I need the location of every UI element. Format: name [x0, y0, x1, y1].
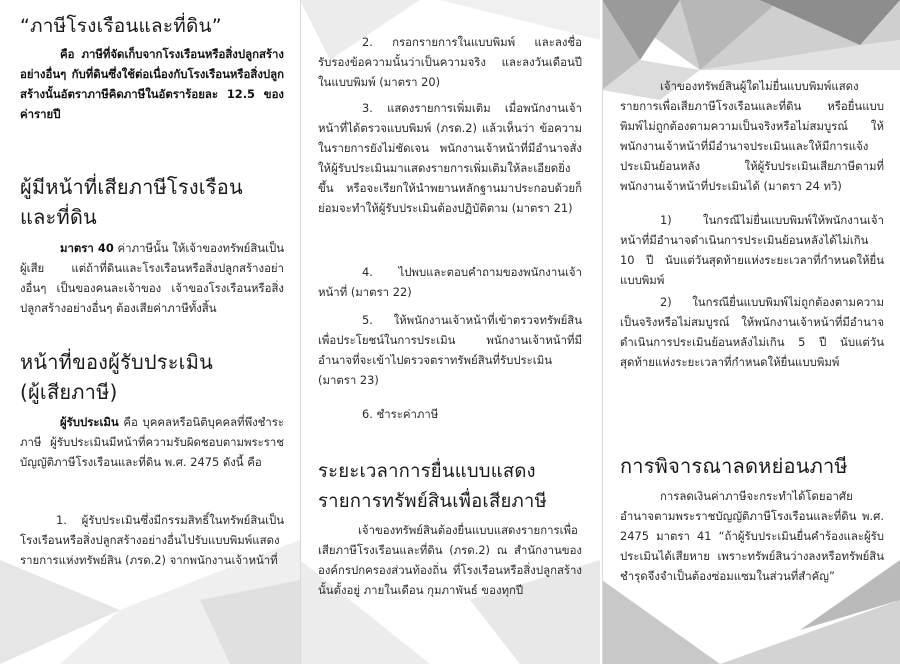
- intro-body: คือ ภาษีที่จัดเก็บจากโรงเรือนหรือสิ่งปลูกสร้างอย่างอื่นๆ กับที่ดินซึ่งใช้ต่อเนื่องกับโรงเรือนหรือสิ่งปลูกสร้างนั้นอัตราภาษีคิดภาษีในอัตราร้อยละ 12.5 ของค่ารายปี: [20, 47, 284, 121]
- late-filing-item-1: 1) ในกรณีไม่ยื่นแบบพิมพ์ให้พนักงานเจ้าหน้าที่มีอำนาจดำเนินการประเมินย้อนหลังได้ไม่เกิน 10 ปี นับแต่วันสุดท้ายแห่งระยะเวลาที่กำหนดให้ยื่นแบบพิมพ์: [620, 213, 884, 287]
- duty-lead: ผู้รับประเมิน: [60, 415, 119, 429]
- duty-title-line2: (ผู้เสียภาษี): [20, 380, 118, 404]
- taxpayer-body: [20, 238, 284, 318]
- taxpayer-text: ค่าภาษีนั้น ให้เจ้าของทรัพย์สินเป็นผู้เสีย แต่ถ้าที่ดินและโรงเรือนหรือสิ่งปลูกสร้างอย่างอื่นๆ เป็นของคนละเจ้าของ เจ้าของโรงเรือนหรือสิ่งปลูกสร้างอย่างอื่นๆ ต้องเสียค่าภาษีทั้งสิ้น: [20, 241, 284, 315]
- period-title-line1: ระยะเวลาการยื่นแบบแสดง: [318, 461, 536, 482]
- fold-line-right: [602, 0, 603, 664]
- duty-item-6: 6. ชำระค่าภาษี: [362, 407, 439, 421]
- duty-item-5: 5. ให้พนักงานเจ้าหน้าที่เข้าตรวจทรัพย์สินเพื่อประโยชน์ในการประเมิน พนักงานเจ้าหน้าที่มีอำนาจที่จะเข้าไปตรวจตราทรัพย์สินที่รับประเมิน (มาตรา 23): [318, 313, 582, 387]
- period-title-line2: รายการทรัพย์สินเพื่อเสียภาษี: [318, 491, 547, 512]
- duty-item-2: 2. กรอกรายการในแบบพิมพ์ และลงชื่อรับรองข้อความนั้นว่าเป็นความจริง และลงวันเดือนปีในแบบพิมพ์ (มาตรา 20): [318, 35, 582, 89]
- taxpayer-title-line2: และที่ดิน: [20, 205, 97, 229]
- duty-body: [20, 412, 284, 472]
- duty-title-line1: หน้าที่ของผู้รับประเมิน: [20, 350, 213, 374]
- reduction-title: การพิจารณาลดหย่อนภาษี: [620, 454, 848, 478]
- reduction-body: การลดเงินค่าภาษีจะกระทำได้โดยอาศัยอำนาจตามพระราชบัญญัติภาษีโรงเรือนและที่ดิน พ.ศ. 2475 มาตรา 41 “ถ้าผู้รับประเมินยื่นคำร้องและผู้รับประเมินได้เสียหาย เพราะทรัพย์สินว่างลงหรือทรัพย์สินชำรุดจึงจำเป็นต้องซ่อมแซมในส่วนที่สำคัญ”: [620, 489, 884, 583]
- period-body: เจ้าของทรัพย์สินต้องยื่นแบบแสดงรายการเพื่อเสียภาษีโรงเรือนและที่ดิน (ภรด.2) ณ สำนักงานขององค์กรปกครองส่วนท้องถิ่น ที่โรงเรือนหรือสิ่งปลูกสร้างนั้นตั้งอยู่ ภายในเดือน กุมภาพันธ์ ของทุกปี: [318, 523, 582, 597]
- duty-item-4: 4. ไปพบและตอบคำถามของพนักงานเจ้าหน้าที่ (มาตรา 22): [318, 265, 582, 299]
- fold-line-left: [300, 0, 301, 664]
- taxpayer-lead: มาตรา 40: [60, 241, 114, 255]
- late-filing-body: เจ้าของทรัพย์สินผู้ใดไม่ยื่นแบบพิมพ์แสดงรายการเพื่อเสียภาษีโรงเรือนและที่ดิน หรือยื่นแบบพิมพ์ไม่ถูกต้องตามความเป็นจริงหรือไม่สมบูรณ์ ให้พนักงานเจ้าหน้าที่มีอำนาจประเมินและให้มีการแจ้งประเมินย้อนหลัง ให้ผู้รับประเมินเสียภาษีตามที่พนักงานเจ้าหน้าที่ประเมินได้ (มาตรา 24 ทวิ): [620, 79, 884, 193]
- intro-title: “ภาษีโรงเรือนและที่ดิน”: [20, 15, 222, 37]
- duty-text: คือ บุคคลหรือนิติบุคคลที่พึงชำระภาษี ผู้รับประเมินมีหน้าที่ความรับผิดชอบตามพระราชบัญญัติภาษีโรงเรือนและที่ดิน พ.ศ. 2475 ดังนี้ คือ: [20, 415, 285, 469]
- taxpayer-title-line1: ผู้มีหน้าที่เสียภาษีโรงเรือน: [20, 175, 243, 199]
- duty-item-3: 3. แสดงรายการเพิ่มเติม เมื่อพนักงานเจ้าหน้าที่ได้ตรวจแบบพิมพ์ (ภรด.2) แล้วเห็นว่า ข้อความในรายการยังไม่ชัดเจน พนักงานเจ้าหน้าที่มีอำนาจสั่งให้ผู้รับประเมินมาแสดงรายการเพิ่มเติมให้ละเอียดยิ่งขึ้น หรือจะเรียกให้นำพยานหลักฐานมาประกอบด้วยก็ย่อมจะทำให้ผู้รับประเมินต้องปฏิบัติตาม (มาตรา 21): [318, 101, 582, 215]
- late-filing-item-2: 2) ในกรณียื่นแบบพิมพ์ไม่ถูกต้องตามความเป็นจริงหรือไม่สมบูรณ์ ให้พนักงานเจ้าหน้าที่มีอำนาจดำเนินการประเมินย้อนหลังไม่เกิน 5 ปี นับแต่วันสุดท้ายแห่งระยะเวลาที่กำหนดให้ยื่นแบบพิมพ์: [620, 295, 884, 369]
- duty-item-1: 1. ผู้รับประเมินซึ่งมีกรรมสิทธิ์ในทรัพย์สินเป็นโรงเรือนหรือสิ่งปลูกสร้างอย่างอื่นไปรับแบบพิมพ์แสดงรายการแห่งทรัพย์สิน (ภรด.2) จากพนักงานเจ้าหน้าที่: [20, 513, 284, 567]
